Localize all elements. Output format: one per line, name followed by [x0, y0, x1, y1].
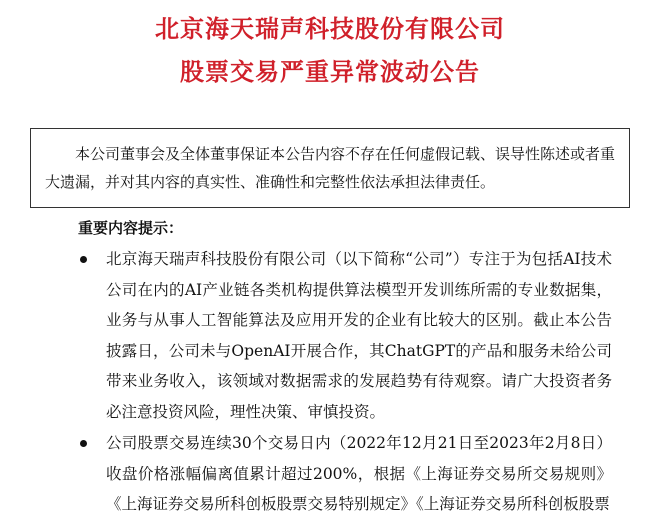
company-name-title: 北京海天瑞声科技股份有限公司: [155, 15, 505, 43]
announcement-title: 股票交易严重异常波动公告: [180, 58, 480, 86]
important-notice-heading: 重要内容提示：: [78, 219, 184, 237]
disclaimer-box: [30, 128, 630, 208]
notice-item-2: 公司股票交易连续30个交易日内（2022年12月21日至2023年2月8日）收盘价格涨幅偏离值累计超过200%，根据《上海证券交易所交易规则》《上海证券交易所科创板股票交易特别规定》《上海证券交易所科创板股票: [106, 434, 612, 513]
bullet-dot-icon: [80, 440, 87, 447]
notice-item-1: 北京海天瑞声科技股份有限公司（以下简称“公司”）专注于为包括AI技术公司在内的AI产业链各类机构提供算法模型开发训练所需的专业数据集，业务与从事人工智能算法及应用开发的企业有比较大的区别。截止本公告披露日，公司未与OpenAI开展合作，其ChatGPT的产品和服务未给公司带来业务收入，该领域对数据需求的发展趋势有待观察。请广大投资者务必注意投资风险，理性决策、审慎投资。: [106, 250, 612, 421]
bullet-dot-icon: [80, 256, 87, 263]
disclaimer-text: 本公司董事会及全体董事保证本公告内容不存在任何虚假记载、误导性陈述或者重大遗漏，并对其内容的真实性、准确性和完整性依法承担法律责任。: [45, 145, 616, 191]
